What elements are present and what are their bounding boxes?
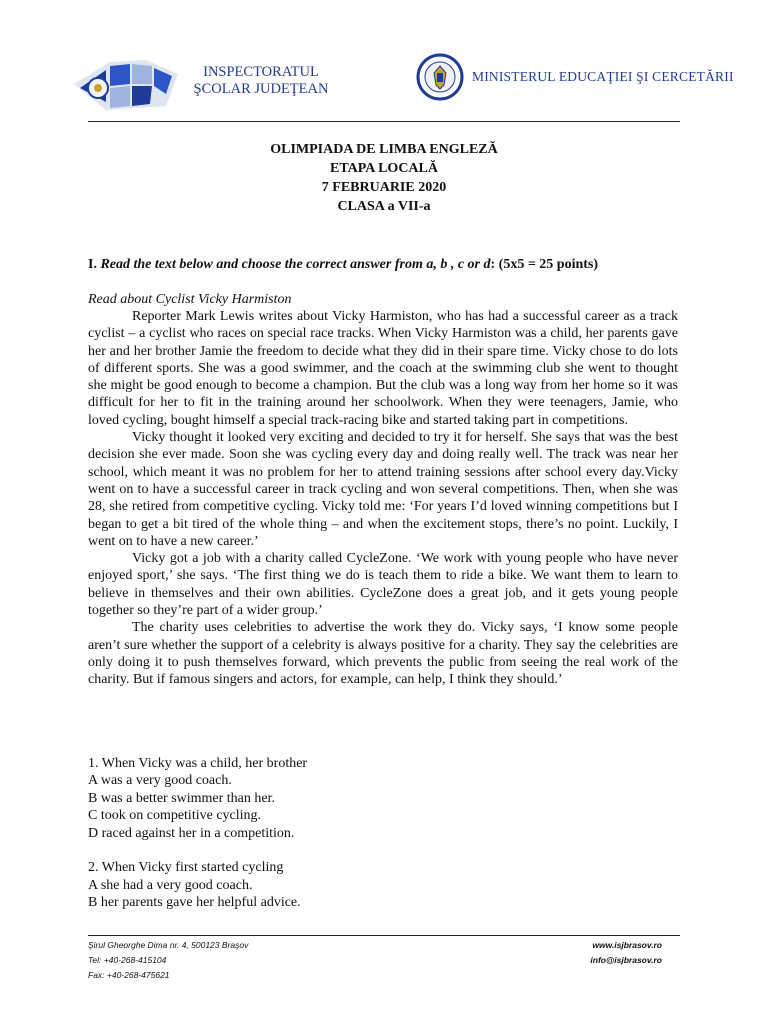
passage-paragraph: Reporter Mark Lewis writes about Vicky Harmiston, who has had a successful career as a track cyclist – a cyclist who races on special race tracks. When Vicky Harmiston was a child, her parents gave her and her brother Jamie the freedom to decide what they did in their spare time. Vicky chose to do lots of different sports. She was a good swimmer, and the coach at the swimming club she went to thought she might be good enough to become a champion. But the club was a long way from her home so it was difficult for her to fit in the training around her schoolwork. When they were teenagers, Jamie, who loved cycling, bought himself a special track-racing bike and started taking part in competitions. — [88, 309, 678, 428]
answer-option: A she had a very good coach. — [88, 877, 253, 893]
ministry-name: MINISTERUL EDUCAŢIEI ŞI CERCETĂRII — [472, 69, 734, 84]
inspectorate-name — [190, 64, 332, 98]
footer-website-link[interactable]: www.isjbrasov.ro — [592, 940, 662, 950]
answer-option: C took on competitive cycling. — [88, 808, 262, 824]
reading-passage — [88, 308, 678, 689]
section-number: I. — [88, 257, 97, 272]
answer-option: B her parents gave her helpful advice. — [88, 895, 301, 911]
section-instruction: Read the text below and choose the correct answer from a, b , c or d — [100, 257, 491, 272]
question-stem: 1. When Vicky was a child, her brother — [88, 756, 308, 771]
passage-paragraph: The charity uses celebrities to advertise the work they do. Vicky says, ‘I know some people aren’t sure whether the support of a celebrity is always positive for a charity. They say the celebrities are only doing it to push themselves forward, which prevents the public from seeing the real work of the charity. But if famous singers and actors, for example, can help, I think they should.’ — [88, 620, 678, 688]
question-list — [88, 755, 678, 929]
exam-title-line2: ETAPA LOCALĂ — [330, 161, 438, 176]
passage-paragraph: Vicky got a job with a charity called CycleZone. ‘We work with young people who have never enjoyed sport,’ she says. ‘The first thing we do is teach them to ride a bike. We want them to learn to believe in themselves and their own abilities. CycleZone does a great job, and it gets young people together so they’re part of a wider group.’ — [88, 551, 678, 619]
question-item — [88, 859, 678, 911]
government-seal-icon — [416, 53, 464, 101]
section-points: : (5x5 = 25 points) — [490, 257, 599, 272]
question-stem: 2. When Vicky first started cycling — [88, 860, 284, 876]
question-item — [88, 755, 678, 842]
section-heading — [88, 256, 688, 274]
answer-option: A was a very good coach. — [88, 773, 232, 789]
footer-email-link[interactable]: info@isjbrasov.ro — [590, 955, 662, 965]
exam-title-line4: CLASA a VII-a — [337, 199, 431, 214]
exam-title-line3: 7 FEBRUARIE 2020 — [321, 180, 447, 195]
footer-contact — [88, 938, 388, 983]
answer-option: B was a better swimmer than her. — [88, 790, 276, 806]
passage-paragraph: Vicky thought it looked very exciting and decided to try it for herself. She says that was the best decision she ever made. Soon she was cycling every day and doing really well. The track was near her school, which meant it was no problem for her to attend training sessions after school every day.Vicky went on to have a successful career in track cycling and won several competitions. Then, when she was 28, she retired from competitive cycling. Vicky told me: ‘For years I’d loved winning competitions but I began to get a bit tired of the whole thing – and when the excitement stops, there’s no point. Luckily, I went on to have a new career.’ — [88, 430, 678, 549]
header-divider — [88, 121, 680, 122]
footer-divider — [88, 935, 680, 936]
answer-option: D raced against her in a competition. — [88, 825, 295, 841]
footer-links — [480, 938, 662, 968]
reading-title: Read about Cyclist Vicky Harmiston — [88, 292, 292, 307]
footer-tel: Tel: +40-268-415104 — [88, 955, 167, 965]
inspectorate-logo-icon — [66, 54, 180, 112]
inspectorate-name-line1: INSPECTORATUL — [203, 64, 319, 80]
footer-address: Şirul Gheorghe Dima nr. 4, 500123 Braşov — [88, 940, 249, 950]
inspectorate-name-line2: ŞCOLAR JUDEŢEAN — [193, 81, 329, 97]
exam-title — [88, 140, 680, 216]
exam-title-line1: OLIMPIADA DE LIMBA ENGLEZĂ — [270, 142, 498, 157]
footer-fax: Fax: +40-268-475621 — [88, 970, 170, 980]
